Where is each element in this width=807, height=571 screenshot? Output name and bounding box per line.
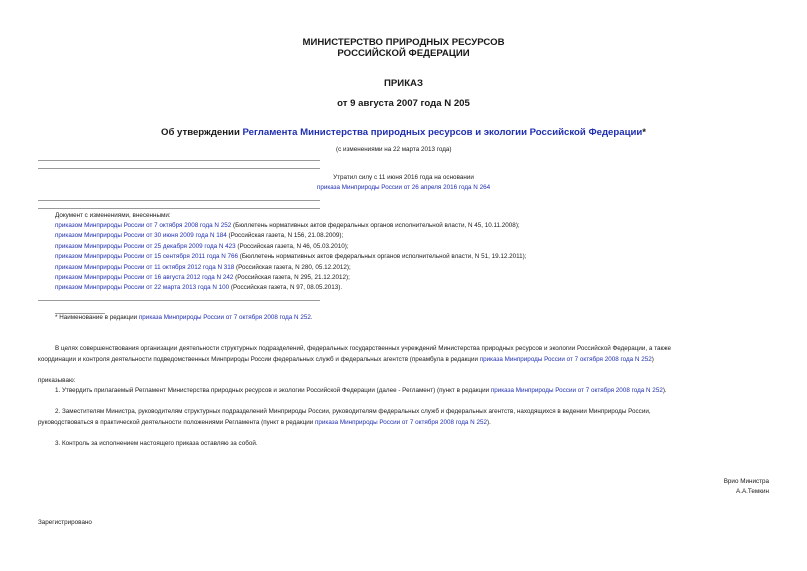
list-item: приказом Минприроды России от 11 октября 2012 года N 318 (Российская газета, N 280, 05.12.2012); bbox=[55, 263, 351, 271]
order-item-2-line1: 2. Заместителям Министра, руководителям структурных подразделений Минприроды России, руководителям федеральных служб и федеральных агентств, находящихся в ведении Минприроды России, bbox=[55, 408, 651, 415]
regulation-link[interactable]: Регламента Министерства природных ресурсов и экологии Российской Федерации bbox=[242, 127, 643, 138]
expired-order-link[interactable]: приказа Минприроды России от 26 апреля 2016 года N 264 bbox=[316, 184, 491, 191]
expired-link-line bbox=[0, 183, 807, 193]
preamble-line2: координации и контроля деятельности подведомственных Минприроды России федеральных служб и федеральных агентств (преамбула в редакции приказа Минприроды России от 7 октября 2008 года N 252) bbox=[38, 356, 654, 363]
divider bbox=[38, 200, 320, 201]
amendment-link[interactable]: приказом Минприроды России от 22 марта 2013 года N 100 bbox=[55, 284, 230, 292]
item1-link[interactable]: приказа Минприроды России от 7 октября 2008 года N 252 bbox=[490, 387, 663, 394]
amendments-list bbox=[55, 221, 527, 294]
signature-name: А.А.Темкин bbox=[736, 488, 769, 495]
amended-note: (с изменениями на 22 марта 2013 года) bbox=[336, 146, 452, 153]
divider bbox=[38, 160, 320, 161]
amendment-link[interactable]: приказом Минприроды России от 7 октября 2008 года N 252 bbox=[55, 222, 232, 229]
order-item-2-line2: руководствоваться в практической деятельности положениями Регламента (пункт в редакции приказа Минприроды России от 7 октября 2008 года N 252). bbox=[38, 419, 491, 426]
ministry-title-line1: МИНИСТЕРСТВО ПРИРОДНЫХ РЕСУРСОВ bbox=[302, 37, 505, 48]
preamble-line1: В целях совершенствования организации деятельности структурных подразделений, федеральных государственных учреждений Министерства природных ресурсов и экологии Российской Федерации, а также bbox=[55, 345, 671, 352]
amendment-link[interactable]: приказом Минприроды России от 30 июня 2009 года N 184 bbox=[55, 232, 227, 240]
order-item-3: 3. Контроль за исполнением настоящего приказа оставляю за собой. bbox=[55, 440, 258, 447]
footnote: * Наименование в редакции приказа Минприроды России от 7 октября 2008 года N 252. bbox=[55, 314, 313, 321]
amendment-link[interactable]: приказом Минприроды России от 15 сентября 2011 года N 766 bbox=[55, 253, 239, 261]
list-item: приказом Минприроды России от 22 марта 2013 года N 100 (Российская газета, N 97, 08.05.2013). bbox=[55, 284, 343, 292]
ministry-title-line2: РОССИЙСКОЙ ФЕДЕРАЦИИ bbox=[337, 48, 470, 59]
footnote-link[interactable]: приказа Минприроды России от 7 октября 2008 года N 252 bbox=[138, 314, 311, 321]
subject-footnote-mark: * bbox=[642, 127, 647, 138]
order-item-1: 1. Утвердить прилагаемый Регламент Министерства природных ресурсов и экологии Российской Федерации (далее - Регламент) (пункт в редакции приказа Минприроды России от 7 октября 2008 года N 252). bbox=[55, 387, 667, 394]
amendment-link[interactable]: приказом Минприроды России от 25 декабря 2009 года N 423 bbox=[55, 242, 236, 250]
preamble-link[interactable]: приказа Минприроды России от 7 октября 2008 года N 252 bbox=[479, 356, 652, 363]
doc-type: ПРИКАЗ bbox=[384, 78, 423, 89]
subject-title bbox=[0, 127, 807, 138]
divider bbox=[38, 300, 320, 301]
amendment-link[interactable]: приказом Минприроды России от 16 августа 2012 года N 242 bbox=[55, 274, 234, 282]
item2-link[interactable]: приказа Минприроды России от 7 октября 2008 года N 252 bbox=[315, 419, 487, 426]
list-item: приказом Минприроды России от 30 июня 2009 года N 184 (Российская газета, N 156, 21.08.2009); bbox=[55, 232, 344, 240]
registered-label: Зарегистрировано bbox=[38, 519, 92, 526]
amendments-heading: Документ с изменениями, внесенными: bbox=[55, 212, 171, 219]
signature-position: Врио Министра bbox=[723, 478, 769, 485]
subject-prefix: Об утверждении bbox=[160, 127, 243, 138]
expired-notice: Утратил силу с 11 июня 2016 года на основании bbox=[333, 174, 474, 181]
list-item: приказом Минприроды России от 16 августа 2012 года N 242 (Российская газета, N 295, 21.12.2012); bbox=[55, 274, 350, 282]
list-item: приказом Минприроды России от 7 октября 2008 года N 252 (Бюллетень нормативных актов федеральных органов исполнительной власти, N 45, 10.11.2008); bbox=[55, 222, 520, 229]
list-item: приказом Минприроды России от 15 сентября 2011 года N 766 (Бюллетень нормативных актов федеральных органов исполнительной власти, N 51, 19.12.2011); bbox=[55, 253, 527, 261]
doc-date: от 9 августа 2007 года N 205 bbox=[337, 98, 470, 109]
list-item: приказом Минприроды России от 25 декабря 2009 года N 423 (Российская газета, N 46, 05.03.2010); bbox=[55, 242, 349, 250]
orders-word: приказываю: bbox=[38, 377, 76, 384]
divider bbox=[38, 208, 320, 209]
divider bbox=[38, 168, 320, 169]
amendment-link[interactable]: приказом Минприроды России от 11 октября 2012 года N 318 bbox=[55, 263, 235, 271]
